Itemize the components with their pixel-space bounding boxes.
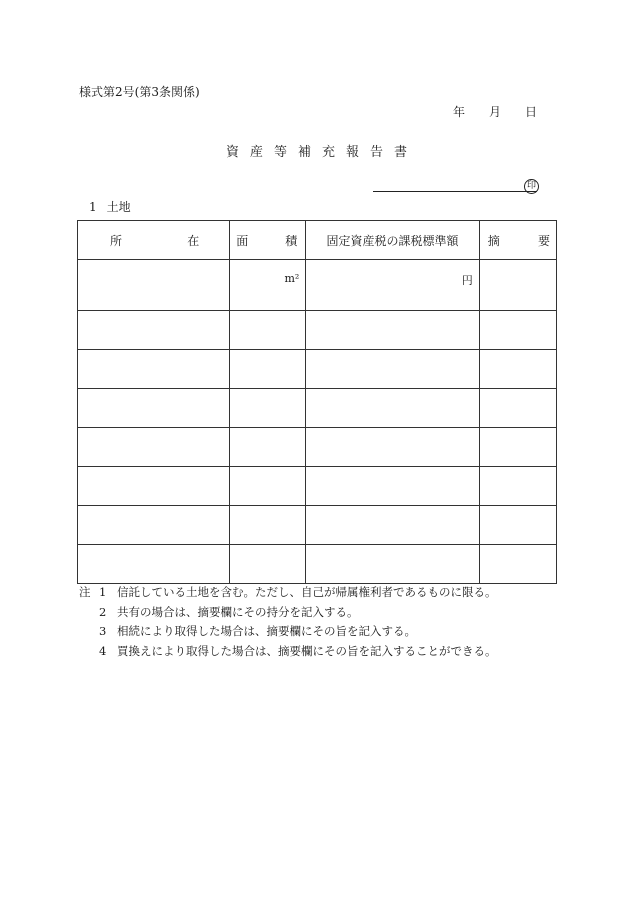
location-cell[interactable] [78,389,230,428]
column-header-remarks: 摘 要 [479,221,556,260]
date-year-label: 年 [453,105,466,119]
section-heading [89,198,131,215]
signature-line[interactable] [373,191,537,192]
location-cell[interactable] [78,506,230,545]
tax-base-cell[interactable] [306,545,479,584]
tax-base-cell[interactable] [306,389,479,428]
remarks-cell[interactable] [479,506,556,545]
column-header-area: 面 積 [230,221,306,260]
table-row [78,428,557,467]
seal-mark: 印 [524,179,539,194]
area-cell[interactable] [230,428,306,467]
remarks-cell[interactable] [479,428,556,467]
section-number: 1 [89,200,97,214]
table-row [78,545,557,584]
location-cell[interactable] [78,428,230,467]
note-number: 3 [99,624,107,638]
area-cell[interactable] [230,506,306,545]
table-header-row [78,221,557,260]
column-header-location: 所 在 [78,221,230,260]
section-title: 土地 [106,200,131,214]
location-cell[interactable] [78,311,230,350]
note-item [79,583,497,603]
table-row [78,389,557,428]
area-unit: m² [284,272,300,285]
tax-base-cell[interactable] [306,311,479,350]
area-cell[interactable] [230,260,306,311]
amount-unit: 円 [461,274,473,287]
date-row [453,103,537,120]
area-cell[interactable] [230,311,306,350]
table-row [78,506,557,545]
form-number: 様式第2号(第3条関係) [79,85,200,99]
document-title: 資産等補充報告書 [226,145,419,160]
table-row [78,350,557,389]
remarks-cell[interactable] [479,467,556,506]
column-header-tax-base: 固定資産税の課税標準額 [306,221,479,260]
land-table [77,220,557,584]
date-month-label: 月 [489,105,502,119]
remarks-cell[interactable] [479,389,556,428]
table-row [78,311,557,350]
table-row [78,260,557,311]
note-number: 1 [99,585,107,599]
notes-lead: 注 [79,585,91,599]
remarks-cell[interactable] [479,350,556,389]
location-cell[interactable] [78,350,230,389]
note-item [79,622,497,642]
note-item [79,603,497,623]
remarks-cell[interactable] [479,260,556,311]
remarks-cell[interactable] [479,311,556,350]
area-cell[interactable] [230,350,306,389]
area-cell[interactable] [230,389,306,428]
date-day-label: 日 [525,105,538,119]
note-number: 4 [99,643,107,658]
location-cell[interactable] [78,260,230,311]
location-cell[interactable] [78,467,230,506]
note-number: 2 [99,604,107,619]
tax-base-cell[interactable] [306,350,479,389]
note-item [79,642,497,662]
area-cell[interactable] [230,467,306,506]
tax-base-cell[interactable] [306,428,479,467]
tax-base-cell[interactable] [306,260,479,311]
note-text: 共有の場合は、摘要欄にその持分を記入する。 [117,604,359,619]
tax-base-cell[interactable] [306,467,479,506]
table-row [78,467,557,506]
tax-base-cell[interactable] [306,506,479,545]
note-text: 相続により取得した場合は、摘要欄にその旨を記入する。 [117,624,416,638]
remarks-cell[interactable] [479,545,556,584]
area-cell[interactable] [230,545,306,584]
note-text: 買換えにより取得した場合は、摘要欄にその旨を記入することができる。 [117,643,497,658]
note-text: 信託している土地を含む。ただし、自己が帰属権利者であるものに限る。 [117,585,497,599]
notes [79,583,497,661]
location-cell[interactable] [78,545,230,584]
